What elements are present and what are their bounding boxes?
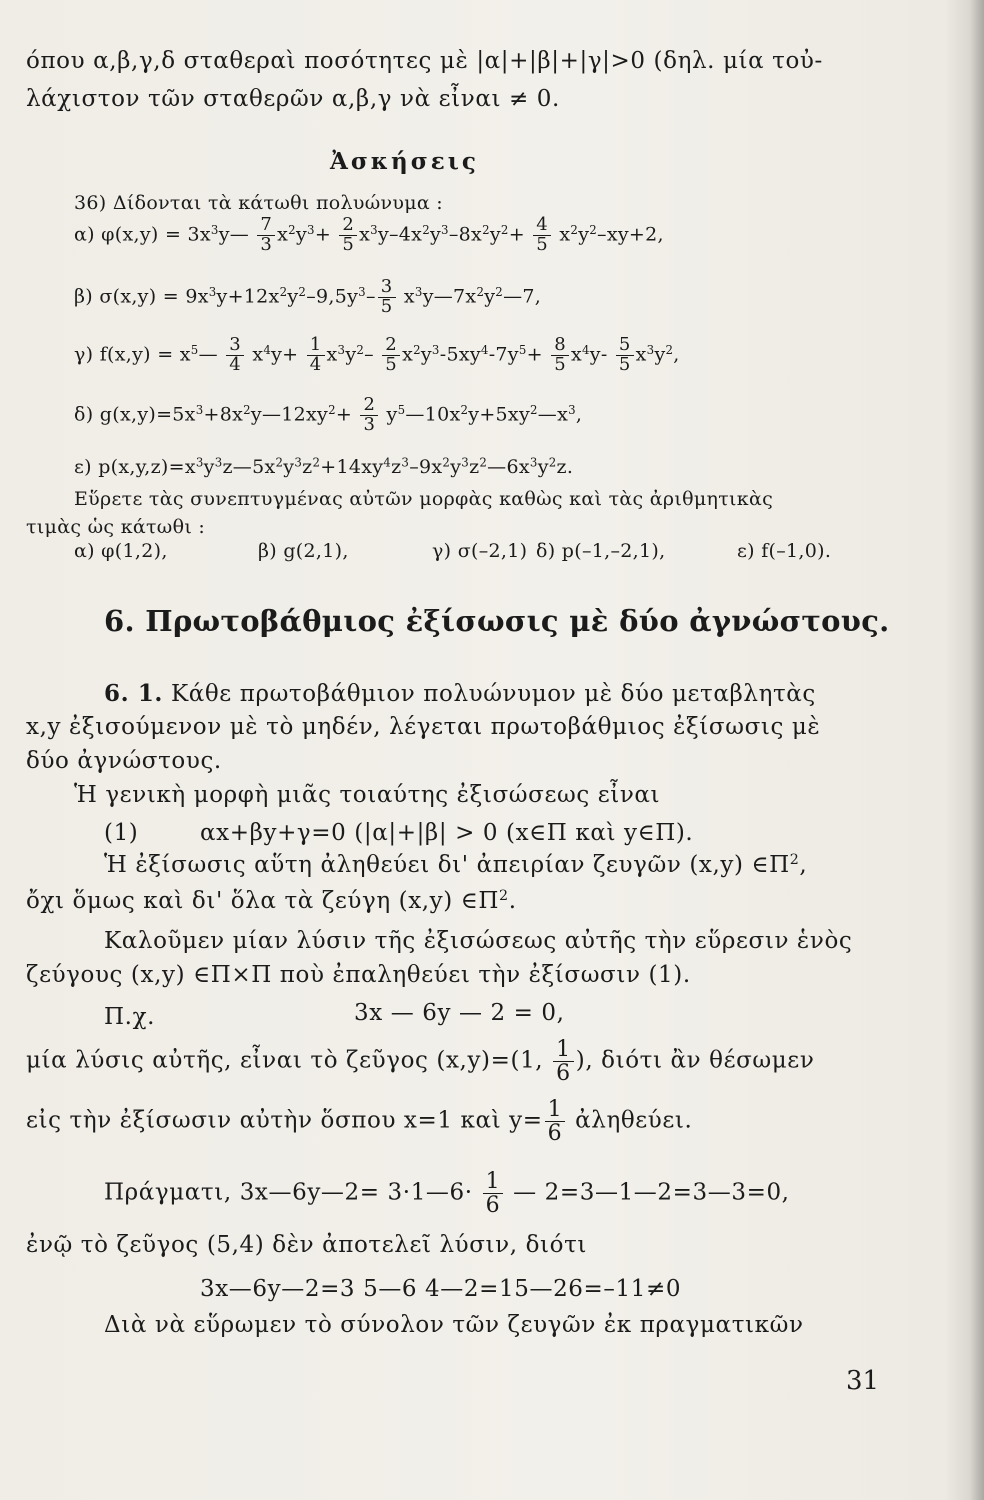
page-number: 31 [846, 1366, 880, 1396]
intro-line-1: όπου α,β,γ,δ σταθεραὶ ποσότητες μὲ |α|+|β|+|γ|>0 (δηλ. μία τοὐ- [26, 48, 823, 74]
value-delta: δ) p(–1,–2,1), [536, 540, 666, 562]
exercise-36-intro: 36) Δίδονται τὰ κάτωθι πολυώνυμα : [74, 192, 444, 214]
page-binding-edge [970, 0, 984, 1500]
verification-line: Πράγματι, 3x—6y—2= 3·1—6· $\frac{1}{6}$ — 2=3—1—2=3—3=0, [104, 1169, 790, 1219]
value-gamma: γ) σ(–2,1) [432, 540, 528, 562]
paragraph-6-1-line-2: x,y ἐξισούμενον μὲ τὸ μηδέν, λέγεται πρωτοβάθμιος ἐξίσωσις μὲ [26, 714, 821, 740]
section-heading: 6. Πρωτοβάθμιος ἐξίσωσις μὲ δύο ἀγνώστους. [104, 604, 890, 638]
exercises-title: Ἀσκήσεις [330, 148, 479, 175]
paragraph-3-line-2: ὄχι ὅμως καὶ δι' ὅλα τὰ ζεύγη (x,y) $\in\Pi^2$. [26, 888, 517, 914]
equation-1: αx+βy+γ=0 (|α|+|β| > 0 (x∈Π καὶ y∈Π). [200, 820, 694, 846]
equation-1-label: (1) [104, 820, 139, 846]
value-alpha: α) φ(1,2), [74, 540, 168, 562]
paragraph-4-line-1: Καλοῦμεν μίαν λύσιν τῆς ἐξισώσεως αὐτῆς τὴν εὕρεσιν ἑνὸς [104, 928, 853, 954]
polynomial-alpha: α) $\varphi(x,y) = 3x^3y—$ $\frac{7}{3}$ $x^2y^3+$ $\frac{2}{5}$ $x^3y-4x^2y^3-8x^2y^2+$ $\frac{4}{5}$ $x^2y^2-xy+2$, [74, 214, 664, 255]
final-paragraph-line: Διὰ νὰ εὕρωμεν τὸ σύνολον τῶν ζευγῶν ἐκ πραγματικῶν [104, 1312, 804, 1338]
polynomial-delta: δ) $g(x,y)=5x^3+8x^2y—12xy^2+$ $\frac{2}{3}$ $y^5—10x^2y+5xy^2—x^3$, [74, 394, 583, 435]
polynomial-beta: β) $\sigma(x,y) = 9x^3y+12x^2y^2-9,5y^3-$ $\frac{3}{5}$ $x^3y—7x^2y^2—7$, [74, 276, 542, 317]
paragraph-4-line-2: ζεύγους (x,y) ∈Π×Π ποὺ ἐπαληθεύει τὴν ἐξίσωσιν (1). [26, 962, 691, 988]
example-equation: 3x — 6y — 2 = 0, [354, 1000, 565, 1026]
solution-line-2: εἰς τὴν ἐξίσωσιν αὐτὴν ὅσπου x=1 καὶ y= $\frac{1}{6}$ ἀληθεύει. [26, 1097, 693, 1147]
general-form-text: Ἡ γενικὴ μορφὴ μιᾶς τοιαύτης ἐξισώσεως εἶναι [74, 782, 661, 808]
polynomial-epsilon: ε) $p(x,y,z)=x^3y^3z—5x^2y^3z^2+14xy^4z^3-9x^2y^3z^2—6x^3y^2z$. [74, 455, 574, 478]
example-label: Π.χ. [104, 1004, 156, 1030]
exercise-instruction-2: τιμὰς ὡς κάτωθι : [26, 516, 206, 538]
value-epsilon: ε) f(–1,0). [737, 540, 832, 562]
polynomial-gamma: γ) $f(x,y) = x^5—$ $\frac{3}{4}$ $x^4y+$ $\frac{1}{4}$ $x^3y^2-$ $\frac{2}{5}$ $x^2y^3-5xy^4-7y^5+$ $\frac{8}{5}$ $x^4y-$ $\frac{5}{5}$ $x^3y^2$, [74, 334, 680, 375]
non-solution-equation: 3x—6y—2=3 5—6 4—2=15—26=–11≠0 [200, 1276, 682, 1302]
solution-line-1: μία λύσις αὐτῆς, εἶναι τὸ ζεῦγος (x,y)=(1, $\frac{1}{6}$ ), διότι ἂν θέσωμεν [26, 1037, 815, 1087]
paragraph-3-line-1: Ἡ ἐξίσωσις αὕτη ἀληθεύει δι' ἀπειρίαν ζευγῶν (x,y) $\in\Pi^2$, [104, 852, 808, 878]
paragraph-6-1-line-3: δύο ἀγνώστους. [26, 748, 222, 774]
non-solution-text: ἐνῷ τὸ ζεῦγος (5,4) δὲν ἀποτελεῖ λύσιν, διότι [26, 1232, 588, 1258]
exercise-instruction-1: Εὕρετε τὰς συνεπτυγμένας αὐτῶν μορφὰς καθὼς καὶ τὰς ἀριθμητικὰς [74, 488, 774, 510]
value-beta: β) g(2,1), [258, 540, 349, 562]
paragraph-6-1-line-1: 6. 1. Κάθε πρωτοβάθμιον πολυώνυμον μὲ δύο μεταβλητὰς [104, 680, 816, 707]
paragraph-number: 6. 1. [104, 680, 164, 707]
intro-line-2: λάχιστον τῶν σταθερῶν α,β,γ νὰ εἶναι ≠ 0. [26, 86, 560, 112]
